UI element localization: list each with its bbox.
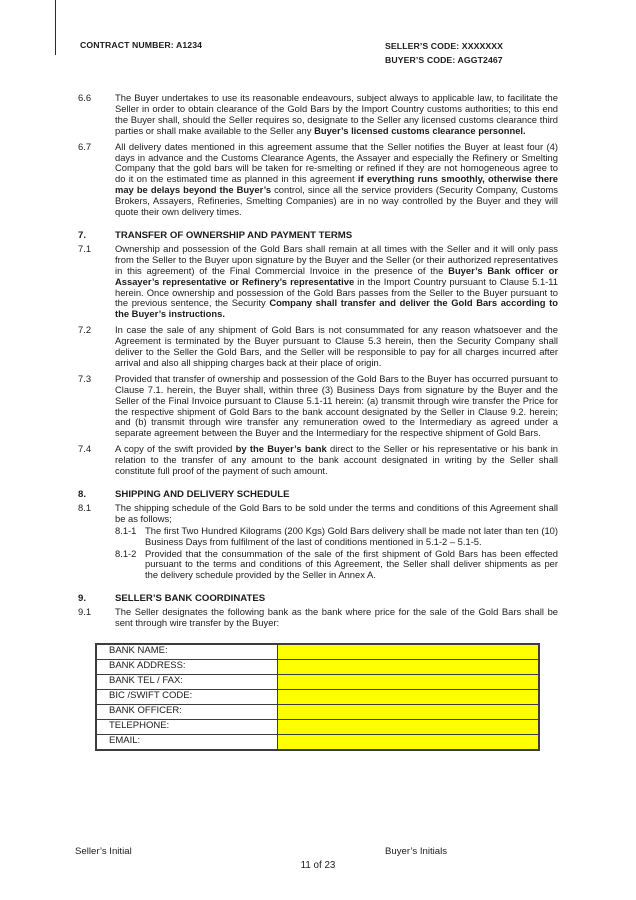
clause-number: 8.1-1 (115, 524, 137, 536)
bank-address-field[interactable] (278, 659, 540, 674)
clause-text: The first Two Hundred Kilograms (200 Kgs) Gold Bars delivery shall be made not later than ten (10) Business Days from fulfilment of the last of conditions mentioned in 5.1-2 – 5.1-5. (145, 524, 558, 547)
document-body (78, 93, 558, 751)
section-7-heading (78, 231, 558, 242)
clause-number: 7.1 (78, 242, 92, 254)
bank-name-label: BANK NAME: (96, 644, 278, 660)
clause-text: Provided that the consummation of the sale of the first shipment of Gold Bars has been effected pursuant to the terms and conditions of this Agreement, the Seller shall deliver shipments as per the delivery schedule provided by the Seller in Annex A. (145, 547, 558, 581)
party-codes (385, 40, 503, 67)
section-9-heading (78, 594, 558, 605)
email-label: EMAIL: (96, 734, 278, 750)
clause-7-2 (78, 325, 558, 369)
clause-text: The shipping schedule of the Gold Bars to be sold under the terms and conditions of this Agreement shall be as follows; (115, 501, 558, 524)
clause-text: A copy of the swift provided by the Buyer’s bank direct to the Seller or his representative or his bank in relation to the transfer of any amount to the bank account designated in writing by the Seller shall constitute full proof of the payment of such amount. (115, 443, 559, 477)
table-row (96, 659, 539, 674)
clause-number: 6.7 (78, 140, 92, 152)
table-row (96, 674, 539, 689)
buyer-initials-label: Buyer’s Initials (385, 846, 448, 857)
clause-7-3 (78, 374, 558, 439)
clause-number: 7.2 (78, 324, 92, 336)
clause-7-4 (78, 444, 558, 477)
seller-initial-label: Seller’s Initial (75, 846, 132, 857)
clause-8-1-2 (115, 549, 558, 582)
bic-swift-code-field[interactable] (278, 689, 540, 704)
section-8-heading (78, 490, 558, 501)
telephone-field[interactable] (278, 719, 540, 734)
clause-number: 7.4 (78, 443, 92, 455)
section-number: 8. (78, 489, 87, 500)
section-title: SHIPPING AND DELIVERY SCHEDULE (115, 489, 290, 500)
section-title: TRANSFER OF OWNERSHIP AND PAYMENT TERMS (115, 229, 353, 241)
clause-text: In case the sale of any shipment of Gold Bars is not consummated for any reason whatsoever and the Agreement is terminated by the Buyer pursuant to Clause 5.3 herein, then the Security Company shall deliver to the Seller the Gold Bars, and the Seller will be responsible to pay for all charges incurred after arrival and also all shipping charges back at their place of origin. (115, 324, 558, 368)
clause-text: The Seller designates the following bank as the bank where price for the sale of the Gold Bars shall be sent through wire transfer by the Buyer: (115, 606, 558, 629)
table-row (96, 704, 539, 719)
email-field[interactable] (278, 734, 540, 750)
clause-9-1 (78, 607, 558, 629)
buyers-code: BUYER’S CODE: AGGT2467 (385, 54, 503, 65)
bank-coordinates-table (95, 643, 540, 751)
contract-number: CONTRACT NUMBER: A1234 (80, 40, 203, 50)
table-row (96, 719, 539, 734)
section-title: SELLER’S BANK COORDINATES (115, 593, 266, 605)
document-header (0, 38, 636, 70)
clause-6-6 (78, 93, 558, 137)
bic-swift-code-label: BIC /SWIFT CODE: (96, 689, 278, 704)
clause-number: 8.1 (78, 501, 92, 513)
bank-address-label: BANK ADDRESS: (96, 659, 278, 674)
section-number: 7. (78, 229, 87, 241)
page-number: 11 of 23 (300, 860, 336, 871)
bank-officer-field[interactable] (278, 704, 540, 719)
clause-number: 9.1 (78, 606, 92, 618)
clause-text: All delivery dates mentioned in this agreement assume that the Seller notifies the Buyer at least four (4) days in advance and the Customs Clearance Agents, the Assayer and especially the Refinery or Smelting Company that the gold bars will be taken for re-smelting or refined if they are not homogeneous agree to do it on the estimated time as planned in this agreement if everything runs smoothly, otherwise there may be delays beyond the Buyer’s control, since all the service providers (Security Company, Customs Brokers, Assayers, Refineries, Smelting Companies) are in no way controlled by the Buyer and they will quote their own delivery times. (115, 140, 558, 218)
table-row (96, 734, 539, 750)
clause-6-7 (78, 142, 558, 218)
clause-8-1-1 (115, 526, 558, 548)
bank-tel-fax-label: BANK TEL / FAX: (96, 674, 278, 689)
clause-text: Ownership and possession of the Gold Bars shall remain at all times with the Seller and it will only pass from the Seller to the Buyer upon signature by the Buyer and the Seller (or their authorized representatives in this agreement) of the Final Commercial Invoice in the presence of the Buyer’s Bank officer or Assayer’s representative or Refinery’s representative in the Import Country pursuant to Clause 5.1-11 herein. Once ownership and possession of the Gold Bars passes from the Seller to the Buyer pursuant to the previous sentence, the Security Company shall transfer and deliver the Gold Bars according to the Buyer’s instructions. (115, 242, 559, 320)
clause-number: 6.6 (78, 92, 92, 103)
bank-tel-fax-field[interactable] (278, 674, 540, 689)
table-row (96, 644, 539, 660)
clause-8-1 (78, 503, 558, 525)
bank-name-field[interactable] (278, 644, 540, 660)
clause-number: 8.1-2 (115, 547, 137, 559)
clause-7-1 (78, 244, 558, 320)
clause-number: 7.3 (78, 372, 92, 384)
section-number: 9. (78, 593, 87, 605)
telephone-label: TELEPHONE: (96, 719, 278, 734)
clause-text: Provided that transfer of ownership and possession of the Gold Bars to the Buyer has occurred pursuant to Clause 7.1. herein, the Buyer shall, within three (3) Business Days from signature by the Buyer and the Seller of the Final Invoice pursuant to Clause 5.1-11 herein: (a) transmit through wire transfer the Price for the respective shipment of Gold Bars to the bank account designated by the Seller in Clause 9.2. herein; and (b) transmit through wire transfer any remuneration owed to the Intermediary as agreed under a separate agreement between the Buyer and the Intermediary for the respective shipment of Gold Bars. (115, 372, 558, 439)
bank-officer-label: BANK OFFICER: (96, 704, 278, 719)
sellers-code: SELLER’S CODE: XXXXXXX (385, 41, 504, 51)
clause-text: The Buyer undertakes to use its reasonable endeavours, subject always to applicable law, to facilitate the Seller in order to obtain clearance of the Gold Bars by the Import Country customs authorities; to this end the Buyer shall, should the Seller requires so, designate to the Seller any licensed customs clearance third parties or shall make available to the Seller any Buyer’s licensed customs clearance personnel. (115, 92, 558, 136)
table-row (96, 689, 539, 704)
